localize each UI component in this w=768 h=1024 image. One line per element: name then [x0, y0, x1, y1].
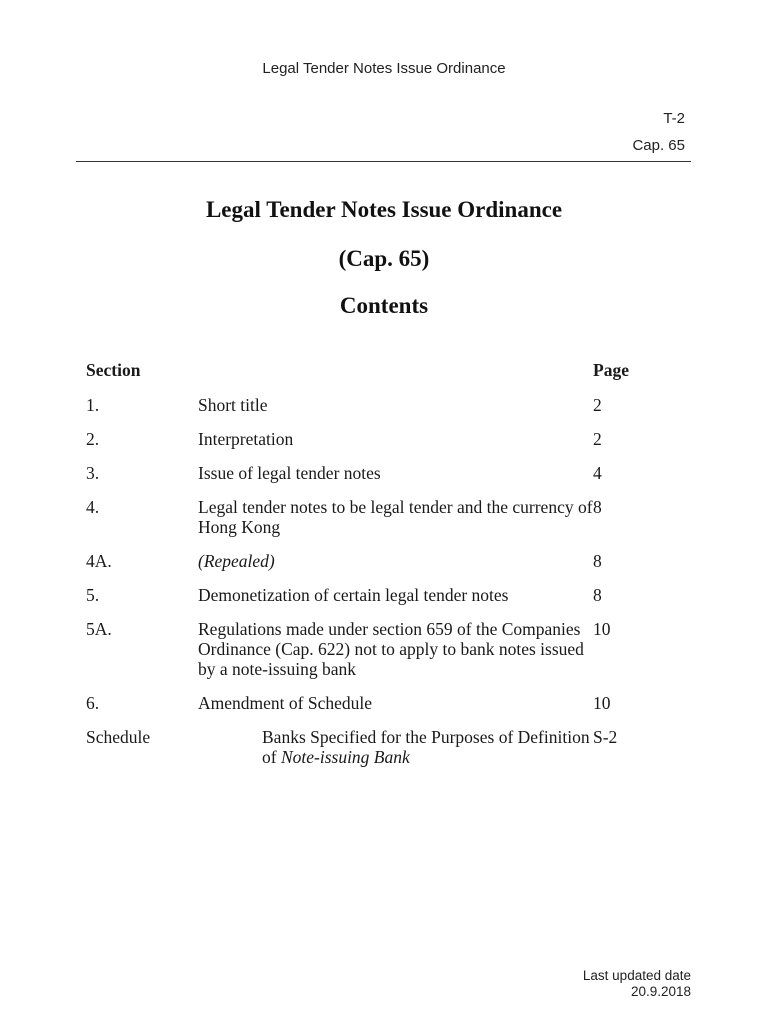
toc-section-title: Legal tender notes to be legal tender and the currency of Hong Kong	[198, 497, 593, 537]
toc-col-section: Section	[86, 360, 141, 380]
toc-section-number: 6.	[86, 693, 100, 713]
toc-section-title: Regulations made under section 659 of the Companies Ordinance (Cap. 622) not to apply to bank notes issued by a note-issuing bank	[198, 619, 584, 679]
header-rule	[76, 161, 691, 162]
toc-page-number: 2	[593, 395, 602, 415]
toc-section-number: 5.	[86, 585, 100, 605]
toc-section-number: 4A.	[86, 551, 112, 571]
toc-section-title: (Repealed)	[198, 551, 275, 571]
toc-page-number: 8	[593, 497, 602, 517]
page-code: T-2	[663, 110, 685, 127]
toc-page-number: 10	[593, 619, 611, 639]
toc-page-number: 8	[593, 585, 602, 605]
toc-section-number: 5A.	[86, 619, 112, 639]
toc-schedule-title-emphasis: Note-issuing Bank	[280, 747, 410, 767]
toc-page-number: 4	[593, 463, 602, 483]
toc-row[interactable]	[86, 429, 646, 449]
toc-row[interactable]	[86, 551, 646, 571]
toc-page-number: 2	[593, 429, 602, 449]
toc-row[interactable]	[86, 395, 646, 415]
running-header: Legal Tender Notes Issue Ordinance	[262, 60, 506, 77]
toc-col-page: Page	[593, 360, 629, 380]
toc-section-title: Interpretation	[198, 429, 294, 449]
footer	[583, 968, 691, 1000]
last-updated-label: Last updated date	[582, 968, 691, 983]
toc-page-number: 10	[593, 693, 611, 713]
toc-section-number: 3.	[86, 463, 100, 483]
toc-section-title: Demonetization of certain legal tender notes	[198, 585, 509, 605]
toc-page-number: 8	[593, 551, 602, 571]
contents-heading: Contents	[339, 293, 429, 318]
toc-schedule-title	[198, 727, 593, 767]
toc-section-number: 1.	[86, 395, 100, 415]
toc-page-number: S-2	[593, 727, 618, 747]
toc-section-number: 2.	[86, 429, 100, 449]
toc-row[interactable]	[86, 497, 646, 537]
toc-schedule-title-text: Banks Specified for the Purposes of Definition of	[262, 727, 590, 767]
toc-section-title: Issue of legal tender notes	[198, 463, 381, 483]
cap-code: Cap. 65	[632, 137, 685, 154]
toc-section-title: Short title	[198, 395, 268, 415]
toc-row-schedule[interactable]	[86, 727, 646, 767]
toc-row[interactable]	[86, 463, 646, 483]
toc-schedule-label: Schedule	[86, 727, 151, 747]
toc-row[interactable]	[86, 585, 646, 605]
document-title: Legal Tender Notes Issue Ordinance	[205, 197, 563, 222]
toc-section-number: 4.	[86, 497, 100, 517]
toc-row[interactable]	[86, 693, 646, 713]
table-of-contents	[86, 360, 646, 781]
toc-section-title: Amendment of Schedule	[198, 693, 372, 713]
toc-header-row	[86, 360, 646, 380]
toc-row[interactable]	[86, 619, 646, 679]
last-updated-date: 20.9.2018	[630, 984, 691, 999]
document-subtitle: (Cap. 65)	[338, 246, 430, 271]
